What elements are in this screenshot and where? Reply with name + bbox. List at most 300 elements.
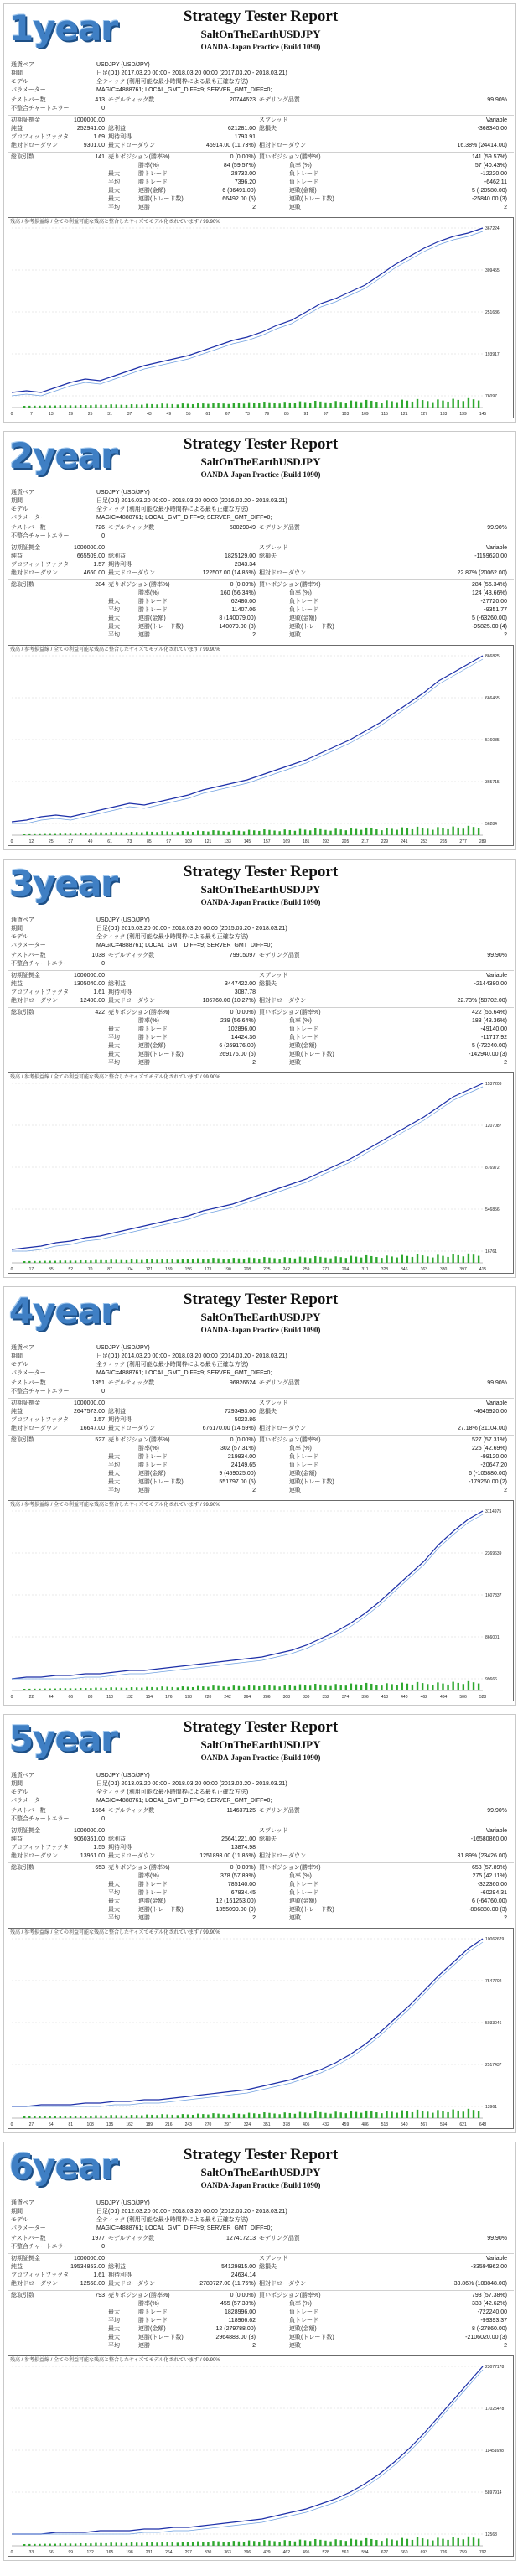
x-tick-label: 528 [322, 2550, 329, 2555]
volume-bar [253, 2541, 255, 2546]
volume-bar [278, 2114, 280, 2118]
max-dd-label: 最大ドローダウン [108, 2281, 155, 2287]
volume-bar [151, 1687, 153, 1690]
params-label: パラメーター [11, 1798, 46, 1804]
average-label: 平均 [108, 2318, 120, 2324]
volume-bar [278, 1686, 280, 1690]
profit-trades-label: 勝率(%) [138, 1018, 159, 1024]
net-profit-label: 純益 [11, 553, 23, 559]
x-tick-label: 27 [28, 2122, 34, 2127]
x-tick-label: 169 [282, 839, 291, 844]
quality-label: モデリング品質 [259, 97, 300, 103]
report-title: Strategy Tester Report [183, 1291, 339, 1308]
volume-bar [161, 1686, 163, 1690]
volume-bar [126, 405, 127, 408]
quality-label: モデリング品質 [259, 2236, 300, 2241]
largest-loss-value: -722240.00 [477, 2309, 507, 2315]
volume-bar [70, 405, 71, 408]
total-trades-label: 総取引数 [11, 582, 34, 588]
axis-tick-label: 99666 [485, 1677, 497, 1682]
volume-bar [432, 830, 433, 835]
x-tick-label: 324 [243, 2122, 251, 2127]
rel-dd-value: 33.86% (108848.00) [453, 2281, 507, 2287]
x-tick-label: 165 [106, 2550, 114, 2555]
volume-bar [412, 1685, 413, 1690]
abs-dd-value: 13961.00 [80, 1853, 105, 1859]
volume-bar [34, 406, 35, 408]
spread-value: Variable [485, 117, 507, 123]
volume-bar [268, 402, 270, 408]
axis-tick-label: 13961 [485, 2105, 497, 2110]
x-tick-label: 495 [303, 2550, 310, 2555]
volume-bar [166, 1687, 168, 1690]
volume-bar [202, 831, 204, 835]
volume-bar [182, 1686, 184, 1690]
volume-bar [44, 1689, 45, 1690]
volume-bar [222, 2542, 224, 2546]
consec-wins-label: 連勝 [138, 632, 150, 638]
volume-bar [478, 1256, 479, 1263]
max-dd-value: 46914.00 (11.73%) [205, 143, 256, 148]
x-tick-label: 277 [459, 839, 467, 844]
pf-value: 1.57 [93, 1417, 105, 1423]
gross-loss-label: 総損失 [259, 1409, 277, 1415]
volume-bar [65, 833, 66, 835]
max-dd-value: 1251893.00 (11.85%) [199, 1853, 256, 1859]
period-label: 期間 [11, 70, 23, 76]
deposit-label: 初期証拠金 [11, 973, 40, 979]
model-value: 全ティック (利用可能な最小時間枠による最も正確な方法) [96, 2217, 249, 2223]
x-tick-label: 22 [28, 1695, 34, 1700]
consec-wins-label: 連勝 [138, 1915, 150, 1921]
avg-consec-wins-value: 2 [252, 1060, 256, 1066]
volume-bar [34, 1689, 35, 1690]
volume-bar [278, 831, 280, 835]
x-tick-label: 133 [224, 839, 231, 844]
volume-bar [391, 401, 392, 408]
total-trades-value: 284 [95, 582, 105, 588]
gross-loss-value: -368340.00 [477, 126, 507, 132]
x-tick-label: 396 [243, 2550, 251, 2555]
ticks-value: 114637125 [226, 1808, 256, 1814]
volume-bar [442, 401, 443, 408]
volume-bar [299, 1257, 301, 1263]
ea-name: SaltOnTheEarthUSDJPY [200, 28, 321, 40]
volume-bar [340, 402, 342, 408]
volume-bar [442, 828, 443, 835]
volume-bar [432, 1258, 433, 1263]
mismatch-label: 不整合チャートエラー [11, 2244, 70, 2250]
volume-bar [156, 832, 158, 835]
largest-loss-value: -27720.00 [480, 599, 507, 605]
volume-bar [141, 405, 142, 408]
x-tick-label: 132 [86, 2550, 94, 2555]
x-tick-label: 198 [126, 2550, 133, 2555]
x-tick-label: 418 [381, 1695, 389, 1700]
balance-chart-svg [8, 218, 513, 418]
bars-label: テストバー数 [11, 1380, 46, 1386]
average-label: 平均 [108, 1488, 120, 1493]
volume-bar [131, 832, 132, 835]
volume-bar [212, 402, 214, 408]
consec-losses-money-label: 連敗(金額) [289, 1471, 317, 1477]
volume-bar [314, 2111, 316, 2118]
consec-wins-label: 連勝 [138, 1060, 150, 1066]
volume-bar [146, 2542, 148, 2546]
volume-bar [90, 405, 91, 408]
consec-losses-label: 連敗 [289, 1488, 301, 1493]
volume-bar [126, 2543, 127, 2546]
axis-tick-label: 546856 [485, 1208, 500, 1213]
net-profit-label: 純益 [11, 1409, 23, 1415]
average-label: 平均 [108, 1462, 120, 1468]
max-consec-loss-value: -179260.00 (2) [469, 1479, 507, 1485]
net-profit-label: 純益 [11, 126, 23, 132]
balance-chart [8, 645, 514, 846]
x-tick-label: 25 [87, 412, 93, 417]
volume-bar [365, 400, 367, 408]
x-tick-label: 73 [127, 839, 132, 844]
volume-bar [442, 2539, 443, 2546]
consec-wins-label: 連勝 [138, 205, 150, 210]
volume-bar [34, 2116, 35, 2118]
volume-bar [207, 1687, 209, 1690]
average-label: 平均 [108, 205, 120, 210]
x-tick-label: 241 [401, 839, 408, 844]
payoff-label: 期待利得 [108, 989, 132, 995]
volume-bar [105, 2543, 106, 2546]
balance-line [12, 228, 483, 392]
period-label: 期間 [11, 498, 23, 504]
server-name: OANDA-Japan Practice (Build 1090) [200, 1326, 321, 1334]
avg-consec-losses-value: 2 [504, 205, 507, 210]
volume-bar [268, 2113, 270, 2118]
win-trade-label: 勝トレード [138, 179, 168, 185]
volume-bar [350, 828, 352, 835]
volume-bar [49, 406, 50, 408]
symbol-label: 通貨ペア [11, 490, 34, 496]
consec-wins-label: 連勝 [138, 2343, 150, 2349]
balance-chart-svg [8, 1073, 513, 1273]
x-tick-label: 243 [184, 2122, 192, 2127]
volume-bar [23, 2116, 25, 2118]
volume-bar [294, 403, 296, 408]
volume-bar [90, 1260, 91, 1263]
x-tick-label: 55 [185, 412, 191, 417]
volume-bar [80, 2116, 81, 2118]
rel-dd-label: 相対ドローダウン [259, 143, 306, 148]
volume-bar [468, 2537, 469, 2546]
volume-bar [75, 1688, 76, 1690]
volume-bar [278, 2542, 280, 2546]
params-value: MAGIC=4888761; LOCAL_GMT_DIFF=9; SERVER_GMT_DIFF=0; [96, 1798, 272, 1804]
spread-label: スプレッド [259, 117, 288, 123]
volume-bar [233, 830, 235, 835]
largest-label: 最大 [108, 1026, 120, 1032]
gross-loss-value: -4645920.00 [474, 1409, 507, 1415]
volume-bar [273, 1258, 275, 1263]
volume-bar [39, 1261, 40, 1263]
volume-bar [90, 2116, 91, 2118]
volume-bar [381, 1258, 382, 1263]
volume-bar [80, 1260, 81, 1263]
volume-bar [417, 1254, 418, 1263]
abs-dd-value: 12568.00 [80, 2281, 105, 2287]
volume-bar [23, 2544, 25, 2546]
max-consec-wins-value: 12 (279788.00) [215, 2326, 256, 2332]
volume-bar [172, 832, 173, 835]
quality-value: 99.90% [487, 1808, 507, 1814]
bars-label: テストバー数 [11, 2236, 46, 2241]
volume-bar [319, 1257, 321, 1263]
x-tick-label: 328 [381, 1267, 389, 1272]
gross-loss-label: 総損失 [259, 1836, 277, 1842]
loss-trade-label: 負トレード [289, 1454, 318, 1460]
long-value: 653 (57.89%) [471, 1865, 507, 1871]
spread-value: Variable [485, 1400, 507, 1406]
loss-trade-label: 負トレード [289, 171, 318, 177]
x-tick-label: 330 [303, 1695, 310, 1700]
equity-line [12, 1942, 483, 2106]
avg-win-value: 11407.06 [231, 607, 256, 613]
volume-bar [401, 2111, 403, 2118]
volume-bar [105, 405, 106, 408]
axis-tick-label: 516085 [485, 738, 500, 743]
volume-bar [381, 2113, 382, 2118]
volume-bar [412, 402, 413, 408]
avg-loss-value: -99393.37 [480, 2318, 507, 2324]
axis-tick-label: 866001 [485, 1635, 500, 1640]
win-trade-label: 勝トレード [138, 1454, 168, 1460]
volume-bar [447, 1685, 448, 1690]
x-tick-label: 415 [479, 1267, 487, 1272]
volume-bar [309, 2113, 311, 2118]
volume-bar [161, 2542, 163, 2546]
volume-bar [406, 828, 408, 835]
volume-bar [340, 829, 342, 835]
profit-trades-label: 勝率(%) [138, 163, 159, 169]
payoff-label: 期待利得 [108, 2272, 132, 2278]
axis-tick-label: 866825 [485, 654, 500, 659]
average-label: 平均 [108, 1915, 120, 1921]
separator [8, 970, 514, 971]
profit-trades-value: 302 (57.31%) [220, 1446, 256, 1452]
avg-win-value: 118966.62 [228, 2318, 256, 2324]
ticks-value: 58029049 [229, 525, 256, 531]
consec-loss-count-label: 連敗(トレード数) [289, 1479, 334, 1485]
consec-wins-money-label: 連勝(金額) [138, 1898, 166, 1904]
x-tick-label: 289 [479, 839, 487, 844]
volume-bar [126, 1260, 127, 1263]
volume-bar [381, 830, 382, 835]
avg-loss-value: -60294.31 [480, 1890, 507, 1896]
volume-bar [151, 404, 153, 408]
volume-bar [192, 2115, 194, 2118]
x-tick-label: 726 [439, 2550, 448, 2555]
symbol-label: 通貨ペア [11, 917, 34, 923]
largest-label: 最大 [108, 1882, 120, 1888]
server-name: OANDA-Japan Practice (Build 1090) [200, 1753, 321, 1762]
net-profit-value: 252941.00 [76, 126, 105, 132]
volume-bar [90, 833, 91, 835]
largest-win-value: 1828996.00 [225, 2309, 256, 2315]
volume-bar [207, 832, 209, 835]
volume-bar [417, 2110, 418, 2118]
x-tick-label: 81 [68, 2122, 74, 2127]
ticks-label: モデルティック数 [108, 1380, 155, 1386]
volume-bar [23, 1689, 25, 1690]
consec-profit-count-label: 連勝(トレード数) [138, 1907, 184, 1913]
gross-profit-value: 1825129.00 [225, 553, 256, 559]
average-label: 平均 [108, 632, 120, 638]
volume-bar [442, 1684, 443, 1690]
x-tick-label: 627 [381, 2550, 389, 2555]
volume-bar [217, 1686, 219, 1690]
server-name: OANDA-Japan Practice (Build 1090) [200, 43, 321, 51]
x-tick-label: 66 [49, 2550, 54, 2555]
win-trade-label: 勝トレード [138, 607, 168, 613]
loss-trades-value: 183 (43.36%) [471, 1018, 507, 1024]
volume-bar [355, 1257, 357, 1263]
volume-bar [427, 401, 428, 408]
volume-bar [406, 2111, 408, 2118]
volume-bar [156, 1687, 158, 1690]
x-tick-label: 73 [245, 412, 250, 417]
gross-profit-value: 3447422.00 [225, 981, 256, 987]
volume-bar [75, 833, 76, 835]
axis-tick-label: 5033046 [485, 2021, 502, 2026]
volume-bar [427, 1684, 428, 1690]
volume-bar [442, 2111, 443, 2118]
volume-bar [126, 833, 127, 835]
period-label: 期間 [11, 1781, 23, 1787]
ea-name: SaltOnTheEarthUSDJPY [200, 1738, 321, 1751]
separator [8, 152, 514, 153]
bars-value: 1977 [91, 2236, 105, 2241]
volume-bar [345, 830, 347, 835]
loss-trades-label: 負率 (%) [289, 1446, 312, 1452]
volume-bar [478, 828, 479, 835]
max-consec-losses-value: 8 (-27860.00) [471, 2326, 507, 2332]
abs-dd-label: 絶対ドローダウン [11, 1853, 58, 1859]
volume-bar [177, 1259, 179, 1263]
largest-loss-value: -49140.00 [480, 1026, 507, 1032]
separator [8, 1398, 514, 1399]
volume-bar [417, 1682, 418, 1690]
volume-bar [121, 1688, 122, 1690]
max-consec-wins-value: 9 (459025.00) [219, 1471, 256, 1477]
volume-bar [161, 1259, 163, 1263]
volume-bar [427, 2539, 428, 2546]
model-label: モデル [11, 2217, 28, 2223]
volume-bar [197, 2542, 199, 2546]
volume-bar [65, 2543, 66, 2546]
win-trade-label: 勝トレード [138, 2318, 168, 2324]
avg-consec-wins-value: 2 [252, 2343, 256, 2349]
volume-bar [284, 1257, 286, 1263]
x-tick-label: 506 [459, 1695, 467, 1700]
volume-bar [417, 399, 418, 408]
volume-bar [197, 403, 199, 408]
largest-label: 最大 [108, 1454, 120, 1460]
x-tick-label: 259 [303, 1267, 310, 1272]
axis-tick-label: 367224 [485, 226, 500, 231]
volume-bar [258, 1686, 260, 1690]
volume-bar [212, 1258, 214, 1263]
mismatch-label: 不整合チャートエラー [11, 1816, 70, 1822]
volume-bar [268, 1685, 270, 1690]
loss-trade-label: 負トレード [289, 1882, 318, 1888]
ticks-value: 20744623 [229, 97, 256, 103]
volume-bar [60, 1688, 61, 1690]
volume-bar [386, 2111, 387, 2118]
period-label: 期間 [11, 926, 23, 932]
volume-bar [177, 404, 179, 408]
axis-tick-label: 365715 [485, 780, 500, 785]
abs-dd-value: 9301.00 [83, 143, 105, 148]
volume-bar [370, 1256, 372, 1263]
volume-bar [273, 1685, 275, 1690]
mismatch-value: 0 [101, 533, 105, 539]
spread-value: Variable [485, 2256, 507, 2262]
chart-legend-banner: 残高 / 参考損益線 / 全ての利益可能な残高と整合したサイズでモデル化されています / 99.90% [10, 220, 220, 225]
x-tick-label: 31 [107, 412, 112, 417]
long-value: 141 (59.57%) [471, 154, 507, 160]
maximum-label: 最大 [108, 1898, 120, 1904]
volume-bar [192, 1687, 194, 1690]
x-tick-label: 91 [303, 412, 309, 417]
volume-bar [345, 2541, 347, 2546]
axis-tick-label: 309455 [485, 268, 500, 273]
long-label: 買いポジション(勝率%) [259, 1010, 321, 1015]
volume-bar [54, 1261, 56, 1263]
spread-value: Variable [485, 973, 507, 979]
report-panel [3, 3, 516, 423]
x-tick-label: 103 [341, 412, 350, 417]
volume-bar [309, 402, 311, 408]
volume-bar [23, 834, 25, 835]
volume-bar [463, 1684, 464, 1690]
volume-bar [222, 1686, 224, 1690]
gross-profit-label: 総利益 [108, 981, 126, 987]
volume-bar [95, 405, 96, 408]
volume-bar [458, 2538, 459, 2546]
symbol-value: USDJPY (USD/JPY) [96, 490, 150, 496]
volume-bar [141, 2116, 142, 2118]
server-name: OANDA-Japan Practice (Build 1090) [200, 898, 321, 906]
volume-bar [197, 1686, 199, 1690]
x-tick-label: 242 [282, 1267, 291, 1272]
win-trade-label: 勝トレード [138, 2309, 168, 2315]
volume-bar [172, 2115, 173, 2118]
model-label: モデル [11, 934, 28, 940]
volume-bar [131, 404, 132, 408]
x-tick-label: 297 [184, 2550, 192, 2555]
x-tick-label: 13 [49, 412, 54, 417]
avg-loss-value: -6462.11 [484, 179, 507, 185]
volume-bar [355, 2112, 357, 2118]
quality-label: モデリング品質 [259, 953, 300, 958]
volume-bar [340, 1685, 342, 1690]
deposit-value: 1000000.00 [74, 117, 105, 123]
volume-bar [39, 2116, 40, 2118]
volume-bar [217, 2542, 219, 2546]
volume-bar [463, 401, 464, 408]
x-tick-label: 44 [49, 1695, 54, 1700]
volume-bar [136, 1259, 137, 1263]
volume-bar [187, 1259, 189, 1263]
volume-bar [49, 1261, 50, 1263]
